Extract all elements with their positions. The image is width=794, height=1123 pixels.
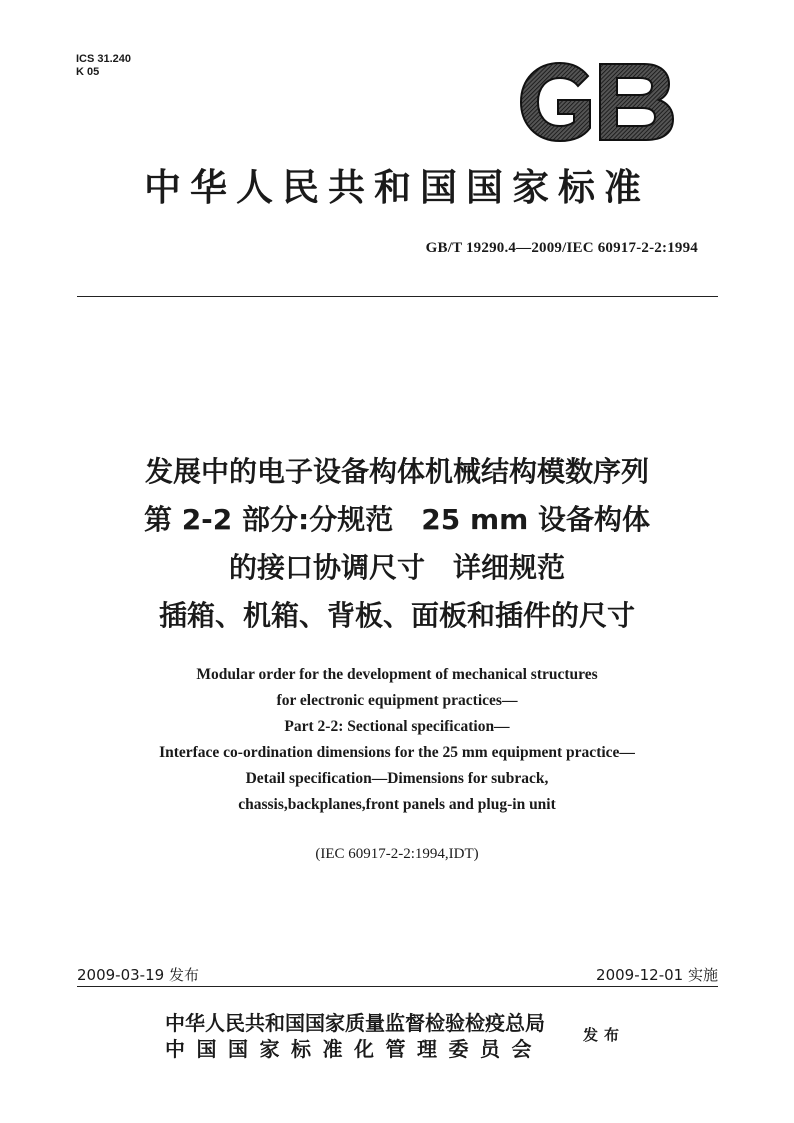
publish-label: 发布 [583, 1026, 626, 1044]
english-title-line: for electronic equipment practices— [276, 692, 518, 709]
national-standard-title: 中华人民共和国国家标准 [144, 166, 650, 209]
chinese-title-line: 发展中的电子设备构体机械结构模数序列 [144, 455, 649, 488]
gb-logo [518, 60, 676, 144]
issue-date: 2009-03-19 发布 [77, 966, 199, 984]
classification-codes [76, 53, 131, 79]
chinese-title [40, 448, 754, 640]
english-title [40, 662, 754, 818]
english-title-line: Part 2-2: Sectional specification— [284, 718, 510, 735]
ics-code: ICS 31.240 [76, 53, 132, 65]
ccs-code: K 05 [76, 66, 100, 78]
english-title-line: Interface co-ordination dimensions for the 25 mm equipment practice— [159, 744, 635, 761]
standard-number: GB/T 19290.4—2009/IEC 60917-2-2:1994 [425, 240, 698, 256]
equivalence-statement: (IEC 60917-2-2:1994,IDT) [315, 846, 479, 862]
issuer-aqsiq: 中华人民共和国国家质量监督检验检疫总局 [165, 1011, 545, 1035]
bottom-divider [77, 986, 718, 987]
english-title-line: Detail specification—Dimensions for subrack, [245, 770, 549, 787]
chinese-title-line: 第 2-2 部分:分规范 25 mm 设备构体 [143, 503, 651, 536]
issuing-authorities [165, 1010, 545, 1062]
implementation-date: 2009-12-01 实施 [596, 966, 718, 984]
chinese-title-line: 插箱、机箱、背板、面板和插件的尺寸 [158, 599, 635, 632]
english-title-line: chassis,backplanes,front panels and plug-in unit [238, 796, 556, 813]
gb-logo-graphic [518, 60, 676, 144]
issuer-sac: 中国国家标准化管理委员会 [165, 1037, 543, 1061]
chinese-title-line: 的接口协调尺寸 详细规范 [228, 551, 565, 584]
top-divider [77, 296, 718, 297]
english-title-line: Modular order for the development of mechanical structures [196, 666, 598, 683]
